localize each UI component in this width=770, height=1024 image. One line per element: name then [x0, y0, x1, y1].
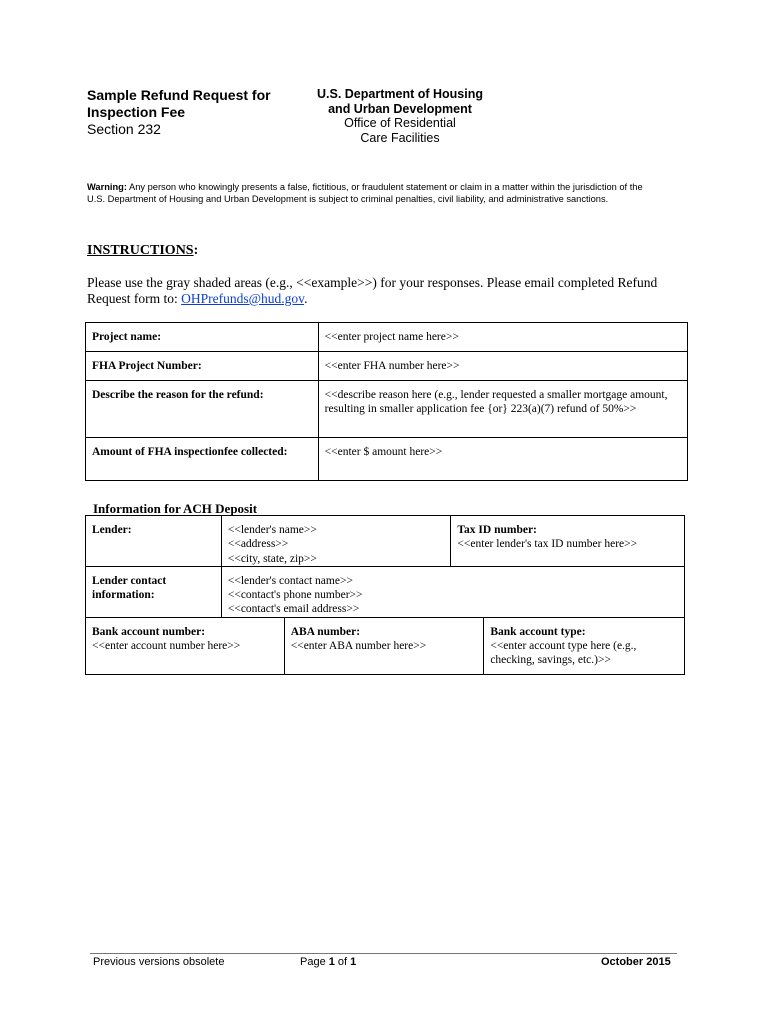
contact-name-input[interactable]: <<lender's contact name>>: [227, 574, 353, 587]
agency-block: [305, 87, 495, 145]
lender-address-field[interactable]: [222, 516, 451, 566]
footer-page-number: [300, 956, 356, 968]
aba-number-label: ABA number:: [290, 625, 361, 638]
warning-text: Any person who knowingly presents a false, fictitious, or fraudulent statement or claim in a matter within the jurisdiction of the U.S. Department of Housing and Urban Development is subject to criminal penalties, civil liability, and administrative sanctions.: [87, 182, 643, 204]
bank-account-label: Bank account number:: [92, 625, 206, 638]
page-total: 1: [350, 956, 357, 968]
agency-line2: and Urban Development: [328, 101, 472, 116]
instructions-heading: [87, 243, 198, 259]
account-type-input[interactable]: <<enter account type here (e.g., checking, savings, etc.)>>: [490, 640, 637, 667]
project-name-input[interactable]: <<enter project name here>>: [324, 331, 459, 343]
instructions-text-part2: .: [304, 291, 308, 306]
tax-id-label: Tax ID number:: [457, 524, 537, 536]
page-prefix: Page: [300, 956, 329, 968]
footer-obsolete-note: Previous versions obsolete: [93, 956, 225, 968]
warning-notice: [87, 182, 647, 205]
lender-contact-label: Lender contact information:: [92, 574, 167, 602]
table-row: [86, 352, 688, 381]
lender-address-input[interactable]: <<address>>: [227, 538, 289, 551]
section-label: Section 232: [87, 121, 161, 137]
ach-deposit-table: [85, 515, 685, 675]
ach-section-title: Information for ACH Deposit: [93, 501, 258, 516]
project-info-table: [85, 322, 688, 481]
form-title-line2: Inspection Fee: [87, 104, 186, 120]
office-line1: Office of Residential: [344, 116, 456, 130]
fee-amount-input[interactable]: <<enter $ amount here>>: [324, 446, 443, 458]
page-current: 1: [328, 956, 335, 968]
refund-reason-input[interactable]: <<describe reason here (e.g., lender requested a smaller mortgage amount, resulting in smaller application fee {or} 223(a)(7) refund of 50%>>: [324, 389, 668, 416]
contact-phone-input[interactable]: <<contact's phone number>>: [227, 589, 363, 602]
lender-name-input[interactable]: <<lender's name>>: [227, 524, 317, 536]
table-row: [86, 566, 685, 617]
instructions-heading-colon: :: [193, 243, 199, 258]
fee-amount-label: Amount of FHA inspectionfee collected:: [92, 446, 288, 458]
contact-email-input[interactable]: <<contact's email address>>: [227, 603, 360, 616]
office-line2: Care Facilities: [360, 130, 440, 145]
table-row: [86, 617, 685, 674]
footer-divider: [90, 953, 677, 954]
project-name-label: Project name:: [92, 331, 162, 343]
instructions-heading-text: INSTRUCTIONS: [87, 243, 194, 258]
instructions-text: [87, 275, 687, 307]
warning-label: Warning:: [87, 182, 127, 192]
refund-reason-label: Describe the reason for the refund:: [92, 389, 264, 401]
table-row: [86, 516, 685, 567]
table-row: [86, 381, 688, 438]
account-type-label: Bank account type:: [490, 625, 586, 638]
aba-number-input[interactable]: <<enter ABA number here>>: [290, 640, 427, 653]
footer-date: October 2015: [601, 956, 671, 968]
lender-city-input[interactable]: <<city, state, zip>>: [227, 552, 317, 565]
instructions-text-part1: Please use the gray shaded areas (e.g., <<example>>) for your responses. Please email completed Refund Request form to:: [87, 275, 658, 306]
lender-label: Lender:: [92, 524, 132, 536]
agency-line1: U.S. Department of Housing: [317, 87, 483, 101]
fha-number-label: FHA Project Number:: [92, 360, 202, 372]
page-of: of: [334, 956, 351, 968]
form-title-line1: Sample Refund Request for: [87, 87, 271, 103]
form-title-block: [87, 87, 307, 138]
table-row: [86, 438, 688, 481]
tax-id-input[interactable]: <<enter lender's tax ID number here>>: [457, 538, 638, 551]
fha-number-input[interactable]: <<enter FHA number here>>: [324, 360, 460, 372]
bank-account-input[interactable]: <<enter account number here>>: [92, 640, 241, 653]
lender-contact-field[interactable]: [222, 567, 684, 617]
table-row: [86, 323, 688, 352]
email-link[interactable]: OHPrefunds@hud.gov: [181, 291, 305, 306]
